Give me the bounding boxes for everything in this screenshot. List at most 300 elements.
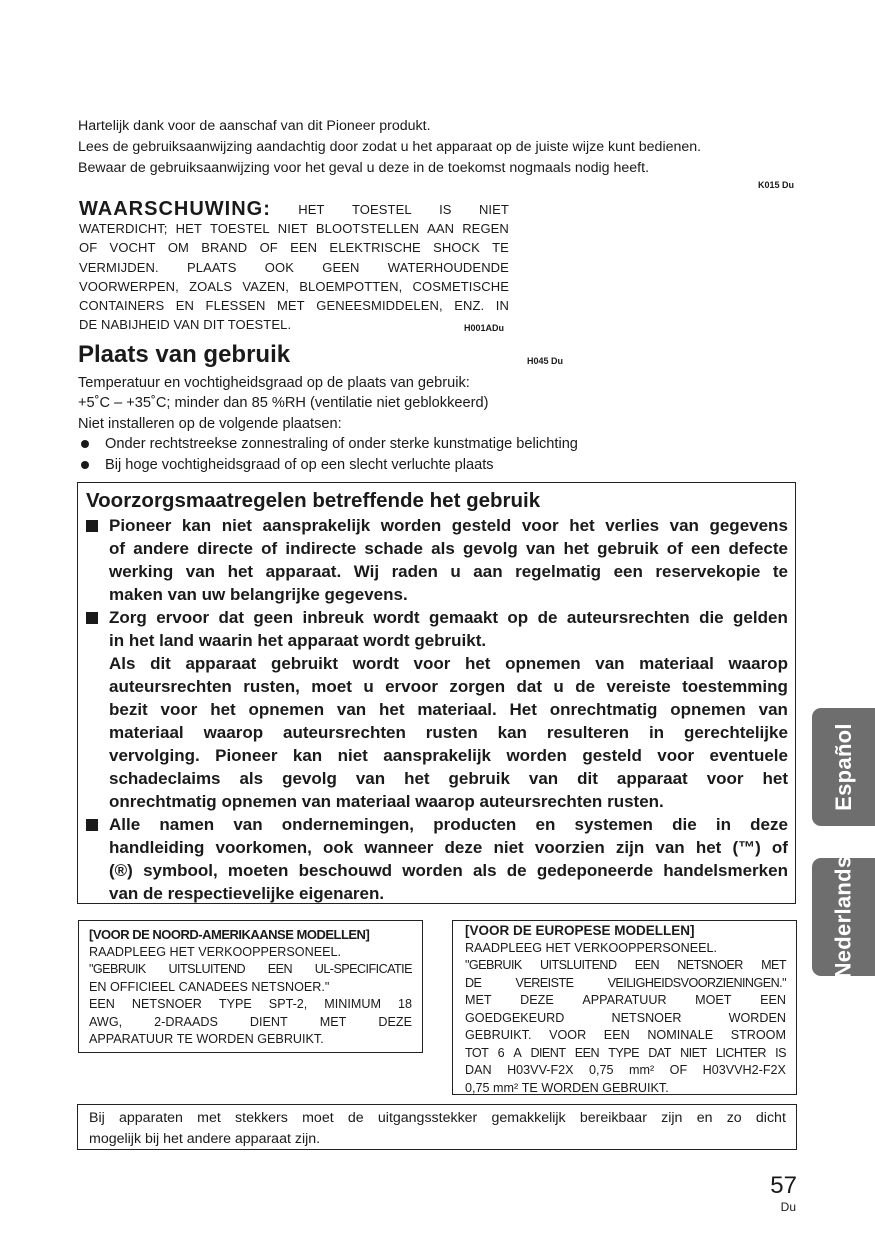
word: auteursrechten (283, 723, 406, 742)
precaution-line (109, 514, 788, 537)
placement-line: +5˚C – +35˚C; minder dan 85 %RH (ventilatie niet geblokkeerd) (78, 395, 489, 412)
word: REGEN (462, 221, 509, 237)
box-line (465, 1080, 786, 1098)
warning-word: TOESTEL (351, 202, 412, 217)
word: H03VVH2-F2X (702, 1063, 786, 1077)
word: uw (201, 585, 226, 604)
word: VOORWERPEN, (79, 278, 179, 294)
word: EEN (267, 962, 293, 976)
word: directe (197, 539, 253, 558)
word: worden (402, 861, 463, 880)
precaution-line (86, 675, 788, 698)
word: EEN (760, 993, 786, 1007)
word: dat (218, 608, 245, 627)
word: auteursrechten (479, 792, 603, 811)
word: materiaal. (417, 700, 497, 719)
word: GOEDGEKEURD (465, 1010, 565, 1025)
box-line (465, 957, 786, 975)
word: mm² (629, 1063, 655, 1077)
word: aan (473, 562, 503, 581)
precautions-title: Voorzorgsmaatregelen betreffende het gebruik (86, 489, 541, 512)
word: gemakkelijk (491, 1110, 566, 1126)
word: BLOOTSTELLEN (315, 221, 419, 237)
word: apparaat (287, 631, 359, 650)
word: Bij (89, 1110, 105, 1126)
word: resulteren (546, 723, 630, 742)
word: materiaal (335, 792, 411, 811)
word: zo (726, 1110, 742, 1126)
word: de (506, 861, 527, 880)
bullet-icon (81, 440, 89, 448)
word: dit (150, 654, 171, 673)
warning-line (79, 238, 509, 257)
precautions-box (77, 482, 796, 904)
word: het (762, 769, 788, 788)
word: (™) (732, 838, 761, 857)
warning-line (79, 315, 509, 334)
word: waarin (198, 631, 253, 650)
word: in (715, 815, 731, 834)
word: opnemen (248, 700, 325, 719)
word: gebruikt. (414, 631, 487, 650)
precaution-line (86, 721, 788, 744)
word: Wij (353, 562, 380, 581)
word: opnemen (505, 654, 581, 673)
word: OM (167, 240, 189, 256)
box-line (89, 1031, 412, 1049)
word: dit (577, 769, 598, 788)
word: APPARATUUR (89, 1032, 174, 1046)
north-america-heading: [VOOR DE NOORD-AMERIKAANSE MODELLEN] (89, 927, 370, 942)
word: schade (364, 539, 423, 558)
tab-dutch[interactable] (812, 855, 875, 979)
word: land (159, 631, 195, 650)
word: wordt (363, 631, 410, 650)
word: GEEN (322, 259, 360, 275)
tab-spanish-label: Español (830, 723, 856, 811)
note-line: mogelijk bij het andere apparaat zijn. (89, 1131, 321, 1147)
note-line (89, 1108, 786, 1129)
box-line (465, 975, 786, 993)
word: kan (497, 723, 527, 742)
word: aansprakelijk (383, 746, 492, 765)
word: HET (169, 944, 195, 959)
word: EN (89, 979, 107, 994)
precaution-line (86, 836, 788, 859)
word: DAT (648, 1045, 671, 1060)
word: respectievelijke (167, 884, 295, 903)
word: voor (521, 516, 559, 535)
warning-block (79, 200, 509, 334)
word: ZOALS (189, 278, 233, 294)
word: Pioneer (215, 746, 278, 765)
intro-line: Bewaar de gebruiksaanwijzing voor het geval u deze in de toekomst nogmaals nodig heeft. (78, 160, 650, 176)
word: SHOCK (433, 240, 480, 256)
word: CONTAINERS (79, 298, 165, 314)
word: van (355, 769, 386, 788)
word: waarop (728, 654, 788, 673)
word: HET (545, 940, 571, 955)
word: zijn (661, 1110, 683, 1126)
word: defecte (728, 539, 788, 558)
word: namen (159, 815, 215, 834)
word: handleiding (109, 838, 205, 857)
tab-dutch-label: Nederlands (830, 855, 856, 979)
precaution-line (109, 606, 788, 629)
list-item (78, 455, 798, 475)
word: gelden (733, 608, 788, 627)
page-number: 57 (770, 1172, 797, 1199)
word: WATERHOUDENDE (387, 259, 509, 275)
word: VOCHT (109, 240, 156, 256)
word: indirecte (285, 539, 357, 558)
precaution-line (109, 813, 788, 836)
tab-spanish[interactable] (812, 708, 875, 826)
word: 2-DRAADS (154, 1014, 218, 1029)
word: in (109, 631, 125, 650)
word: (®) (109, 861, 133, 880)
word: rusten, (243, 677, 300, 696)
intro-code: K015 Du (757, 180, 794, 190)
page-language: Du (780, 1200, 796, 1214)
word: FLESSEN (205, 298, 266, 314)
word: systemen (574, 815, 653, 834)
word: DAN (465, 1063, 492, 1077)
word: LICHTER (715, 1045, 766, 1060)
section-code: H045 Du (527, 356, 564, 366)
word: in (648, 723, 665, 742)
word: handelsmerken (663, 861, 788, 880)
warning-word: HET (298, 202, 325, 217)
word: TOT (465, 1045, 489, 1060)
word: of (109, 539, 126, 558)
precaution-line (86, 859, 788, 882)
word: met (197, 1110, 221, 1126)
word: H03VV-F2X (507, 1063, 574, 1077)
warning-title: WAARSCHUWING: (79, 198, 271, 220)
word: MET (319, 1014, 347, 1029)
word: dat (516, 677, 543, 696)
word: IS (775, 1045, 786, 1060)
word: BRAND (201, 240, 248, 256)
word: vereiste (606, 677, 671, 696)
word: eigenaren. (299, 884, 385, 903)
warning-line (79, 200, 509, 219)
word: waarop (203, 723, 264, 742)
word: voor (706, 769, 744, 788)
intro-line: Hartelijk dank voor de aanschaf van dit Pioneer produkt. (78, 118, 431, 134)
word: maken (109, 585, 163, 604)
square-bullet-icon (86, 819, 98, 831)
europe-box (452, 920, 797, 1095)
word: van (233, 815, 263, 834)
word: wordt (352, 654, 399, 673)
precaution-item (86, 813, 788, 836)
word: de (143, 884, 163, 903)
word: DEZE (520, 993, 554, 1007)
word: worden (380, 516, 442, 535)
placement-line: Niet installeren op de volgende plaatsen: (78, 415, 342, 432)
box-line (89, 979, 412, 997)
word: RAADPLEEG (465, 940, 542, 955)
word: MET (761, 958, 786, 972)
word: WATERDICHT; (79, 221, 168, 237)
warning-word: IS (439, 202, 452, 217)
precaution-item (86, 514, 788, 537)
word: ondernemingen, (281, 815, 415, 834)
word: VAZEN, (242, 278, 290, 294)
box-line (89, 1014, 412, 1032)
word: IN (495, 298, 509, 314)
word: DIENT (249, 1014, 288, 1029)
word: kan (181, 516, 212, 535)
box-line (465, 940, 786, 958)
word: VERKOOPPERSONEEL. (574, 940, 717, 955)
word: als (239, 769, 264, 788)
word: CANADEES (178, 979, 248, 994)
word: EEN (574, 1045, 599, 1060)
word: OFFICIEEL (110, 979, 176, 994)
word: een (613, 562, 643, 581)
word: het (379, 700, 405, 719)
precaution-line (86, 629, 788, 652)
word: het (257, 631, 283, 650)
warning-code: H001ADu (464, 323, 505, 333)
word: en (535, 815, 556, 834)
word: opnemen (670, 700, 746, 719)
word: het (695, 838, 722, 857)
word: TE (492, 240, 509, 256)
word: bezit (109, 700, 148, 719)
word: zorgen (449, 677, 506, 696)
warning-line (79, 258, 509, 277)
word: die (699, 608, 724, 627)
word: waarop (415, 792, 475, 811)
precaution-line (86, 560, 788, 583)
word: auteursrechten (109, 677, 232, 696)
word: apparaat (185, 654, 257, 673)
plug-note-box (77, 1104, 797, 1150)
word: MET (276, 298, 305, 314)
word: een (690, 539, 721, 558)
word: en (696, 1110, 713, 1126)
word: NETSNOER." (251, 979, 330, 994)
bullet-icon (81, 461, 89, 469)
word: deze (444, 838, 483, 857)
precaution-line (86, 767, 788, 790)
word: moet (311, 677, 352, 696)
box-line (465, 992, 786, 1010)
word: verlies (605, 516, 660, 535)
word: deze (750, 815, 788, 834)
word: inbreuk (302, 608, 364, 627)
word: van (595, 654, 625, 673)
box-line (89, 996, 412, 1014)
north-america-box (78, 920, 423, 1053)
word: apparaat (616, 769, 688, 788)
word: gegevens (709, 516, 788, 535)
box-line (89, 961, 412, 979)
word: APPARATUUR (582, 993, 667, 1007)
word: schadeclaims (109, 769, 221, 788)
word: NOMINALE (647, 1028, 714, 1042)
word: MOET (695, 993, 732, 1007)
word: SPT-2, (268, 997, 308, 1011)
word: EEN (290, 240, 318, 256)
word: TOESTEL (209, 221, 270, 237)
word: gebruik (597, 539, 659, 558)
word: mm² (493, 1080, 519, 1095)
word: onrechtmatig (549, 700, 658, 719)
precaution-line (86, 698, 788, 721)
word: de (537, 608, 558, 627)
word: NETSNOER (677, 958, 743, 972)
word: u (363, 677, 374, 696)
word: materiaal (109, 723, 184, 742)
square-bullet-icon (86, 612, 98, 624)
word: u (553, 677, 564, 696)
word: EEN (603, 1028, 630, 1042)
word: opnemen (221, 792, 297, 811)
word: EEN (634, 958, 660, 972)
word: niet (493, 838, 524, 857)
word: moeten (227, 861, 289, 880)
precaution-line (86, 537, 788, 560)
word: VOOR (549, 1028, 587, 1042)
word: dicht (755, 1110, 786, 1126)
warning-line (79, 296, 509, 315)
word: NIET (680, 1045, 707, 1060)
placement-text (78, 373, 798, 475)
word: WORDEN (196, 1032, 254, 1046)
word: NETSNOER (611, 1010, 682, 1025)
word: TYPE (608, 1045, 639, 1060)
word: AWG, (89, 1014, 123, 1029)
word: VERMIJDEN. (79, 259, 159, 275)
word: Zorg (109, 608, 147, 627)
precaution-item (86, 606, 788, 629)
word: 18 (397, 997, 412, 1011)
word: NIET (277, 221, 308, 237)
word: 0,75 (589, 1063, 614, 1077)
word: GEBRUIKT. (257, 1032, 324, 1046)
word: TYPE (218, 997, 252, 1011)
word: beschouwd (298, 861, 393, 880)
word: UITSLUITEND (168, 962, 246, 976)
word: rusten (425, 723, 478, 742)
square-bullet-icon (86, 520, 98, 532)
word: van (109, 884, 139, 903)
word: EEN (89, 997, 115, 1011)
word: OF (669, 1063, 688, 1077)
word: Alle (109, 815, 141, 834)
warning-word: NIET (478, 202, 509, 217)
word: gerechtelijke (683, 723, 788, 742)
word: ervoor (385, 677, 439, 696)
word: "GEBRUIK (465, 958, 522, 972)
word: producten (433, 815, 517, 834)
word: OF (79, 240, 98, 256)
word: gevolg (282, 769, 337, 788)
word: onrechtmatig (109, 792, 217, 811)
word: 6 (497, 1045, 505, 1060)
word: UITSLUITEND (540, 958, 617, 972)
word: STROOM (730, 1028, 786, 1042)
word: het (210, 700, 236, 719)
word: A (513, 1045, 522, 1060)
word: wanneer (364, 838, 434, 857)
word: symbool, (143, 861, 218, 880)
word: geen (253, 608, 294, 627)
word: het (464, 654, 491, 673)
word: werking (109, 562, 174, 581)
word: het (227, 562, 254, 581)
precaution-line (86, 882, 788, 905)
word: GENEESMIDDELEN, (316, 298, 443, 314)
word: UL-SPECIFICATIE (314, 962, 412, 976)
warning-last-line: DE NABIJHEID VAN DIT TOESTEL. (79, 317, 292, 333)
warning-line (79, 277, 509, 296)
word: stekkers (235, 1110, 288, 1126)
word: voor (160, 700, 198, 719)
word: bereikbaar (579, 1110, 647, 1126)
word: AAN (427, 221, 455, 237)
word: de (575, 677, 596, 696)
word: ook (323, 838, 354, 857)
box-line (465, 1027, 786, 1045)
precaution-line (86, 652, 788, 675)
precaution-line (86, 790, 788, 813)
word: of (261, 539, 278, 558)
box-line (465, 1010, 786, 1028)
word: rusten. (607, 792, 664, 811)
word: materiaal (639, 654, 714, 673)
word: op (507, 608, 529, 627)
word: de (347, 1110, 364, 1126)
word: BLOEMPOTTEN, (299, 278, 403, 294)
word: RAADPLEEG (89, 944, 166, 959)
word: het (128, 631, 155, 650)
word: van (167, 585, 197, 604)
word: andere (133, 539, 189, 558)
word: raden (391, 562, 438, 581)
word: MET (465, 993, 492, 1007)
word: kan (292, 746, 323, 765)
word: DEZE (378, 1014, 412, 1029)
word: gevolg (463, 539, 518, 558)
europe-heading: [VOOR DE EUROPESE MODELLEN] (465, 923, 695, 938)
precaution-line (86, 583, 788, 606)
word: van (336, 700, 367, 719)
word: HET (175, 221, 202, 237)
word: toestemming (682, 677, 788, 696)
word: TE (176, 1032, 193, 1046)
word: apparaten (119, 1110, 183, 1126)
word: eventuele (709, 746, 788, 765)
word: het (569, 516, 595, 535)
word: GEBRUIKT. (602, 1080, 669, 1095)
list-item-text: Bij hoge vochtigheidsgraad of op een slecht verluchte plaats (105, 456, 494, 473)
word: COSMETISCHE (412, 278, 509, 294)
precautions-body (86, 514, 788, 905)
word: van (525, 539, 556, 558)
word: gesteld (451, 516, 512, 535)
word: 0,75 (465, 1080, 490, 1095)
box-line (465, 1045, 786, 1063)
word: Het (509, 700, 537, 719)
word: Als (109, 654, 136, 673)
word: ervoor (156, 608, 210, 627)
